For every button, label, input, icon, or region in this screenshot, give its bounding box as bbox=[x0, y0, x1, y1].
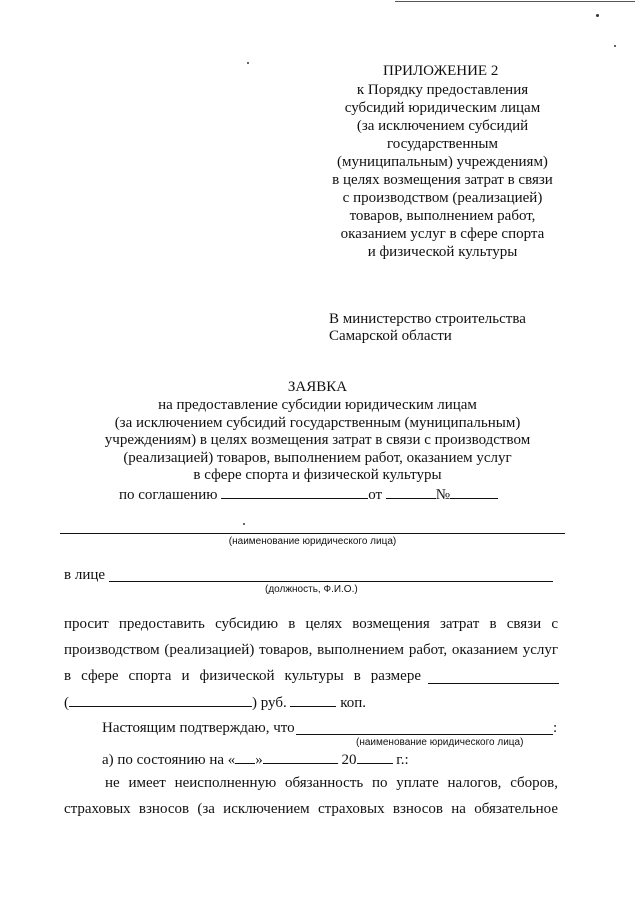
confirm-caption: (наименование юридического лица) bbox=[356, 737, 524, 748]
appendix-line: в целях возмещения затрат в связи bbox=[332, 172, 553, 188]
addressee-line-1: В министерство строительства bbox=[329, 311, 526, 327]
date-year-field[interactable] bbox=[357, 749, 393, 764]
scan-speck bbox=[614, 45, 616, 47]
date-suffix: г.: bbox=[396, 752, 409, 768]
appendix-line: (муниципальным) учреждениям) bbox=[337, 154, 548, 170]
org-name-caption: (наименование юридического лица) bbox=[228, 536, 397, 547]
application-title: ЗАЯВКА bbox=[287, 379, 348, 395]
org-name-field[interactable] bbox=[60, 533, 565, 534]
amount-open-paren: ( bbox=[64, 695, 69, 711]
body-line: не имеет неисполненную обязанность по уплате налогов, сборов, bbox=[105, 775, 558, 791]
appendix-line: государственным bbox=[387, 136, 498, 152]
amount-words-field[interactable] bbox=[69, 692, 252, 707]
date-month-field[interactable] bbox=[263, 749, 338, 764]
number-label: № bbox=[435, 487, 451, 503]
confirm-org-field[interactable] bbox=[296, 734, 553, 735]
date-mid: » bbox=[255, 752, 263, 768]
subsidy-amount-field[interactable] bbox=[428, 683, 559, 684]
amount-row bbox=[64, 692, 366, 712]
heading-line: в сфере спорта и физической культуры bbox=[193, 467, 442, 483]
appendix-line: с производством (реализацией) bbox=[342, 190, 543, 206]
date-year: 20 bbox=[341, 752, 357, 768]
date-day-field[interactable] bbox=[235, 749, 255, 764]
kop-field[interactable] bbox=[290, 692, 336, 707]
agreement-date-field[interactable] bbox=[386, 484, 436, 499]
agreement-number-field[interactable] bbox=[450, 484, 498, 499]
appendix-title: ПРИЛОЖЕНИЕ 2 bbox=[383, 63, 499, 79]
heading-line: (реализацией) товаров, выполнением работ, оказанием услуг bbox=[123, 450, 512, 466]
kop-label: коп. bbox=[340, 695, 367, 711]
heading-line: учреждениям) в целях возмещения затрат в связи с производством bbox=[104, 432, 531, 448]
appendix-line: оказанием услуг в сфере спорта bbox=[340, 226, 545, 242]
agreement-label: по соглашению bbox=[119, 487, 218, 503]
scan-speck bbox=[243, 523, 245, 525]
body-line: просит предоставить субсидию в целях возмещения затрат в связи с bbox=[64, 616, 558, 632]
addressee-line-2: Самарской области bbox=[329, 328, 452, 344]
body-line: страховых взносов (за исключением страховых взносов на обязательное bbox=[64, 801, 558, 817]
person-caption: (должность, Ф.И.О.) bbox=[265, 584, 358, 595]
confirm-label: Настоящим подтверждаю, что bbox=[102, 720, 295, 736]
appendix-line: товаров, выполнением работ, bbox=[349, 208, 536, 224]
confirm-colon: : bbox=[553, 720, 558, 736]
appendix-line: и физической культуры bbox=[367, 244, 518, 260]
person-label: в лице bbox=[64, 567, 106, 583]
appendix-line: (за исключением субсидий bbox=[356, 118, 529, 134]
scan-speck bbox=[596, 14, 599, 17]
heading-line: (за исключением субсидий государственным (муниципальным) bbox=[114, 415, 521, 431]
scan-edge-line bbox=[395, 1, 635, 2]
heading-line: на предоставление субсидии юридическим лицам bbox=[158, 397, 477, 413]
from-label: от bbox=[368, 487, 383, 503]
agreement-row bbox=[119, 484, 498, 504]
agreement-field[interactable] bbox=[221, 484, 368, 499]
body-line: производством (реализацией) товаров, выполнением работ, оказанием услуг bbox=[64, 642, 558, 658]
rub-label: ) руб. bbox=[252, 695, 287, 711]
body-line: в сфере спорта и физической культуры в размере bbox=[64, 668, 421, 684]
person-field[interactable] bbox=[109, 581, 553, 582]
date-row bbox=[102, 749, 409, 769]
appendix-line: субсидий юридическим лицам bbox=[344, 100, 541, 116]
date-prefix: а) по состоянию на « bbox=[102, 752, 236, 768]
scan-speck bbox=[247, 62, 249, 64]
appendix-line: к Порядку предоставления bbox=[356, 82, 529, 98]
